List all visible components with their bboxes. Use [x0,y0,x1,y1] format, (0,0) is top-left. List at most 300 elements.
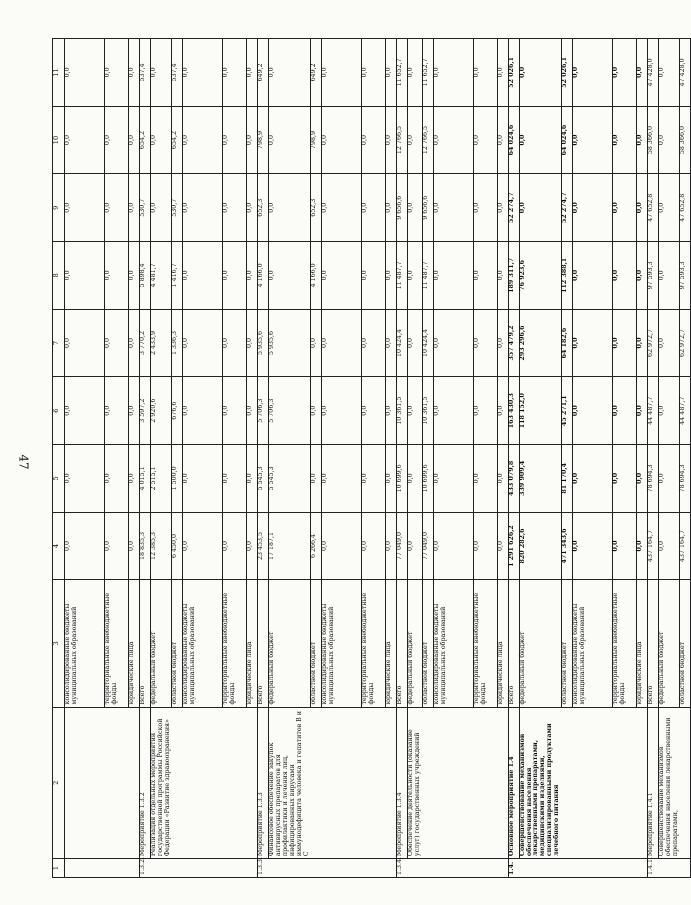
amount-cell: 0,0 [433,39,473,107]
amount-cell: 62 972,7 [679,309,690,377]
table-row [422,39,433,878]
amount-cell: 0,0 [269,106,311,174]
amount-cell: 0,0 [129,377,140,445]
table-row [473,39,497,878]
amount-cell: 0,0 [269,39,311,107]
amount-cell: 0,0 [362,242,386,310]
column-header: 9 [53,174,65,242]
item-description-cell [561,707,572,859]
amount-cell: 0,0 [65,242,105,310]
amount-cell: 12 385,3 [151,512,172,580]
amount-cell: 0,0 [408,39,422,107]
item-number-cell [362,859,386,878]
amount-cell: 654,2 [140,106,151,174]
amount-cell: 11 652,7 [397,39,408,107]
amount-cell: 0,0 [473,39,497,107]
table-row [612,39,636,878]
column-header: 10 [53,106,65,174]
amount-cell: 0,0 [612,445,636,513]
amount-cell: 0,0 [247,445,258,513]
table-row [65,39,105,878]
amount-cell: 0,0 [247,106,258,174]
funding-source-cell: территориальные внебюджетные фонды [223,580,247,707]
amount-cell: 0,0 [519,174,561,242]
amount-cell: 12 766,5 [397,106,408,174]
amount-cell: 0,0 [473,445,497,513]
item-number-cell [473,859,497,878]
amount-cell: 0,0 [247,174,258,242]
amount-cell: 5 898,4 [140,242,151,310]
item-description-cell: Совершенствование механизмов обеспечения населения лекарственными препаратами, медицинскими изделиями, специализированными продуктами лечебного питания [519,707,561,859]
amount-cell: 0,0 [408,106,422,174]
funding-source-cell: Всего [258,580,269,707]
amount-cell: 0,0 [65,106,105,174]
amount-cell: 0,0 [105,174,129,242]
amount-cell: 0,0 [322,39,362,107]
amount-cell: 0,0 [183,377,223,445]
column-header: 11 [53,39,65,107]
amount-cell: 0,0 [247,242,258,310]
amount-cell: 0,0 [183,106,223,174]
item-description-cell [612,707,636,859]
amount-cell: 0,0 [433,242,473,310]
amount-cell: 11 487,7 [397,242,408,310]
amount-cell: 0,0 [386,445,397,513]
amount-cell: 0,0 [612,174,636,242]
amount-cell: 0,0 [247,377,258,445]
amount-cell: 357 479,2 [508,309,519,377]
item-number-cell [386,859,397,878]
amount-cell: 0,0 [433,174,473,242]
amount-cell: 0,0 [473,377,497,445]
amount-cell: 5 545,3 [258,445,269,513]
amount-cell: 0,0 [247,512,258,580]
funding-source-cell: территориальные внебюджетные фонды [473,580,497,707]
funding-source-cell: юридические лица [129,580,140,707]
amount-cell: 293 296,6 [519,309,561,377]
item-description-cell [65,707,105,859]
amount-cell: 0,0 [433,106,473,174]
table-row [433,39,473,878]
funding-source-cell: Всего [397,580,408,707]
item-description-cell: Совершенствование механизмов обеспечения населения лекарственными препаратами, [658,707,679,859]
amount-cell: 78 694,3 [647,445,658,513]
amount-cell: 0,0 [362,309,386,377]
amount-cell: 652,3 [258,174,269,242]
table-row [105,39,129,878]
item-number-cell: 1.4. [508,859,519,878]
amount-cell: 0,0 [658,106,679,174]
amount-cell: 0,0 [658,309,679,377]
amount-cell: 0,0 [572,512,612,580]
amount-cell: 0,0 [105,106,129,174]
item-description-cell [636,707,647,859]
amount-cell: 0,0 [408,174,422,242]
table-row [247,39,258,878]
amount-cell: 0,0 [151,174,172,242]
amount-cell: 0,0 [408,242,422,310]
funding-source-cell: Всего [140,580,151,707]
amount-cell: 0,0 [433,309,473,377]
amount-cell: 64 024,6 [561,106,572,174]
amount-cell: 0,0 [105,39,129,107]
amount-cell: 0,0 [658,377,679,445]
amount-cell: 23 453,5 [258,512,269,580]
amount-cell: 189 311,7 [508,242,519,310]
funding-source-cell: консолидированные бюджеты муниципальных образований [433,580,473,707]
amount-cell: 649,2 [258,39,269,107]
amount-cell: 0,0 [572,174,612,242]
amount-cell: 0,0 [129,174,140,242]
amount-cell: 5 935,6 [269,309,311,377]
table-row [151,39,172,878]
amount-cell: 5 706,3 [269,377,311,445]
amount-cell: 537,4 [140,39,151,107]
amount-cell: 0,0 [497,242,508,310]
item-number-cell [422,859,433,878]
item-number-cell [65,859,105,878]
item-description-cell [223,707,247,859]
budget-table [52,38,691,878]
table-row [397,39,408,878]
amount-cell: 0,0 [105,309,129,377]
amount-cell: 0,0 [386,512,397,580]
table-row [508,39,519,878]
funding-source-cell: областной бюджет [679,580,690,707]
table-row [223,39,247,878]
amount-cell: 0,0 [386,106,397,174]
amount-cell: 64 024,6 [508,106,519,174]
amount-cell: 10 361,5 [422,377,433,445]
amount-cell: 62 972,7 [647,309,658,377]
amount-cell: 0,0 [322,512,362,580]
item-number-cell [223,859,247,878]
amount-cell: 537,4 [172,39,183,107]
item-number-cell [311,859,322,878]
item-number-cell: 1.3.2. [140,859,151,878]
amount-cell: 52 026,1 [508,39,519,107]
column-header: 8 [53,242,65,310]
table-row [362,39,386,878]
amount-cell: 0,0 [612,106,636,174]
funding-source-cell: федеральный бюджет [269,580,311,707]
amount-cell: 0,0 [223,39,247,107]
amount-cell: 0,0 [612,242,636,310]
amount-cell: 0,0 [497,512,508,580]
amount-cell: 798,9 [311,106,322,174]
table-body [65,39,691,878]
table-row [311,39,322,878]
amount-cell: 530,7 [140,174,151,242]
amount-cell: 0,0 [105,445,129,513]
item-description-cell [247,707,258,859]
amount-cell: 0,0 [658,242,679,310]
amount-cell: 0,0 [322,174,362,242]
amount-cell: 0,0 [386,39,397,107]
item-description-cell: Мероприятие 1.3.2 [140,707,151,859]
amount-cell: 437 164,7 [679,512,690,580]
amount-cell: 4 166,0 [311,242,322,310]
amount-cell: 0,0 [183,445,223,513]
amount-cell: 437 164,7 [647,512,658,580]
item-description-cell [572,707,612,859]
column-header: 5 [53,445,65,513]
funding-source-cell: территориальные внебюджетные фонды [362,580,386,707]
item-number-cell [183,859,223,878]
amount-cell: 52 026,1 [561,39,572,107]
amount-cell: 77 049,0 [397,512,408,580]
amount-cell: 2 433,9 [151,309,172,377]
amount-cell: 47 428,0 [647,39,658,107]
amount-cell: 0,0 [183,309,223,377]
amount-cell: 52 274,7 [508,174,519,242]
column-header: 3 [53,580,65,707]
amount-cell: 2 920,6 [151,377,172,445]
item-number-cell [247,859,258,878]
amount-cell: 654,2 [172,106,183,174]
amount-cell: 0,0 [311,377,322,445]
amount-cell: 0,0 [223,309,247,377]
item-number-cell [658,859,679,878]
item-description-cell [322,707,362,859]
amount-cell: 0,0 [129,512,140,580]
amount-cell: 0,0 [386,174,397,242]
amount-cell: 118 152,0 [519,377,561,445]
amount-cell: 0,0 [223,512,247,580]
amount-cell: 0,0 [223,445,247,513]
amount-cell: 0,0 [269,174,311,242]
item-number-cell [172,859,183,878]
amount-cell: 97 593,3 [679,242,690,310]
amount-cell: 6 266,4 [311,512,322,580]
amount-cell: 47 652,8 [679,174,690,242]
amount-cell: 11 652,7 [422,39,433,107]
amount-cell: 11 487,7 [422,242,433,310]
table-row [408,39,422,878]
amount-cell: 0,0 [183,512,223,580]
amount-cell: 0,0 [223,377,247,445]
amount-cell: 0,0 [519,106,561,174]
amount-cell: 0,0 [362,445,386,513]
amount-cell: 1 500,0 [172,445,183,513]
amount-cell: 0,0 [636,377,647,445]
amount-cell: 0,0 [322,242,362,310]
item-description-cell [105,707,129,859]
item-description-cell: Реализация отдельных мероприятий государственной программы Российской Федерации «Развитие здравоохранения» [151,707,172,859]
item-number-cell [322,859,362,878]
item-description-cell [497,707,508,859]
amount-cell: 649,2 [311,39,322,107]
amount-cell: 0,0 [636,242,647,310]
amount-cell: 0,0 [322,377,362,445]
funding-source-cell: юридические лица [636,580,647,707]
amount-cell: 77 049,0 [422,512,433,580]
amount-cell: 9 656,6 [397,174,408,242]
amount-cell: 0,0 [636,106,647,174]
item-description-cell [473,707,497,859]
amount-cell: 0,0 [433,512,473,580]
item-description-cell [679,707,690,859]
item-number-cell [636,859,647,878]
amount-cell: 471 343,6 [561,512,572,580]
amount-cell: 339 909,4 [519,445,561,513]
amount-cell: 0,0 [612,377,636,445]
amount-cell: 0,0 [658,512,679,580]
amount-cell: 0,0 [129,445,140,513]
amount-cell: 47 428,0 [679,39,690,107]
amount-cell: 0,0 [65,174,105,242]
amount-cell: 0,0 [636,39,647,107]
amount-cell: 0,0 [223,242,247,310]
amount-cell: 0,0 [247,309,258,377]
amount-cell: 1 416,7 [172,242,183,310]
amount-cell: 0,0 [223,174,247,242]
amount-cell: 10 424,4 [397,309,408,377]
amount-cell: 652,3 [311,174,322,242]
table-row [647,39,658,878]
amount-cell: 5 545,3 [269,445,311,513]
amount-cell: 0,0 [572,445,612,513]
column-header: 7 [53,309,65,377]
column-header: 1 [53,859,65,878]
amount-cell: 0,0 [408,309,422,377]
amount-cell: 0,0 [572,39,612,107]
item-description-cell [386,707,397,859]
amount-cell: 0,0 [572,377,612,445]
amount-cell: 58 366,0 [647,106,658,174]
amount-cell: 12 766,5 [422,106,433,174]
amount-cell: 0,0 [151,39,172,107]
amount-cell: 52 274,7 [561,174,572,242]
amount-cell: 820 282,6 [519,512,561,580]
amount-cell: 0,0 [129,309,140,377]
item-number-cell [151,859,172,878]
amount-cell: 0,0 [408,377,422,445]
amount-cell: 76 923,6 [519,242,561,310]
amount-cell: 0,0 [322,445,362,513]
amount-cell: 10 699,6 [422,445,433,513]
funding-source-cell: Всего [508,580,519,707]
amount-cell: 0,0 [129,39,140,107]
table-row [561,39,572,878]
item-description-cell: Финансовое обеспечение закупок антивирусных препаратов для профилактики и лечения лиц, инфицированных вирусами иммунодефицита человека и гепатитов B и C [269,707,311,859]
amount-cell: 3 770,2 [140,309,151,377]
funding-source-cell: областной бюджет [311,580,322,707]
item-number-cell: 1.3.4. [397,859,408,878]
amount-cell: 0,0 [362,174,386,242]
amount-cell: 0,0 [658,39,679,107]
amount-cell: 0,0 [433,377,473,445]
amount-cell: 0,0 [636,174,647,242]
funding-source-cell: областной бюджет [422,580,433,707]
amount-cell: 0,0 [65,377,105,445]
amount-cell: 0,0 [362,512,386,580]
amount-cell: 0,0 [183,174,223,242]
item-number-cell [497,859,508,878]
item-number-cell [561,859,572,878]
amount-cell: 78 694,3 [679,445,690,513]
amount-cell: 0,0 [612,512,636,580]
amount-cell: 0,0 [636,445,647,513]
table-row [172,39,183,878]
item-number-cell [433,859,473,878]
funding-source-cell: консолидированные бюджеты муниципальных образований [322,580,362,707]
amount-cell: 0,0 [65,39,105,107]
funding-source-cell: юридические лица [386,580,397,707]
funding-source-cell: юридические лица [497,580,508,707]
table-row [140,39,151,878]
funding-source-cell: консолидированные бюджеты муниципальных образований [65,580,105,707]
table-row [497,39,508,878]
amount-cell: 0,0 [473,106,497,174]
amount-cell: 0,0 [362,377,386,445]
funding-source-cell: федеральный бюджет [408,580,422,707]
table-row [129,39,140,878]
amount-cell: 0,0 [636,512,647,580]
amount-cell: 0,0 [386,242,397,310]
amount-cell: 9 656,6 [422,174,433,242]
amount-cell: 1 291 626,2 [508,512,519,580]
amount-cell: 2 515,1 [151,445,172,513]
item-description-cell: Обеспечение деятельности (оказание услуг) государственных учреждений [408,707,422,859]
item-description-cell [422,707,433,859]
amount-cell: 0,0 [183,39,223,107]
funding-source-cell: областной бюджет [561,580,572,707]
item-description-cell [129,707,140,859]
amount-cell: 0,0 [612,39,636,107]
item-number-cell [572,859,612,878]
amount-cell: 0,0 [497,445,508,513]
amount-cell: 0,0 [497,174,508,242]
amount-cell: 0,0 [408,512,422,580]
item-description-cell [311,707,322,859]
amount-cell: 45 271,1 [561,377,572,445]
amount-cell: 0,0 [473,174,497,242]
funding-source-cell: консолидированные бюджеты муниципальных образований [572,580,612,707]
amount-cell: 10 361,5 [397,377,408,445]
funding-source-cell: федеральный бюджет [151,580,172,707]
amount-cell: 0,0 [65,309,105,377]
amount-cell: 0,0 [311,309,322,377]
amount-cell: 0,0 [408,445,422,513]
header-row [53,39,65,878]
amount-cell: 0,0 [519,39,561,107]
item-description-cell [433,707,473,859]
amount-cell: 0,0 [105,377,129,445]
amount-cell: 0,0 [386,309,397,377]
amount-cell: 6 450,0 [172,512,183,580]
amount-cell: 676,6 [172,377,183,445]
table-row [269,39,311,878]
amount-cell: 0,0 [65,512,105,580]
amount-cell: 0,0 [105,512,129,580]
amount-cell: 81 170,4 [561,445,572,513]
amount-cell: 3 597,2 [140,377,151,445]
item-description-cell: Мероприятие 1.3.3 [258,707,269,859]
amount-cell: 5 706,3 [258,377,269,445]
column-header: 6 [53,377,65,445]
item-description-cell [183,707,223,859]
amount-cell: 0,0 [269,242,311,310]
amount-cell: 0,0 [473,242,497,310]
amount-cell: 530,7 [172,174,183,242]
funding-source-cell: территориальные внебюджетные фонды [105,580,129,707]
table-row [679,39,690,878]
amount-cell: 0,0 [612,309,636,377]
amount-cell: 0,0 [362,39,386,107]
amount-cell: 0,0 [151,106,172,174]
item-description-cell: Мероприятие 1.4.1 [647,707,658,859]
